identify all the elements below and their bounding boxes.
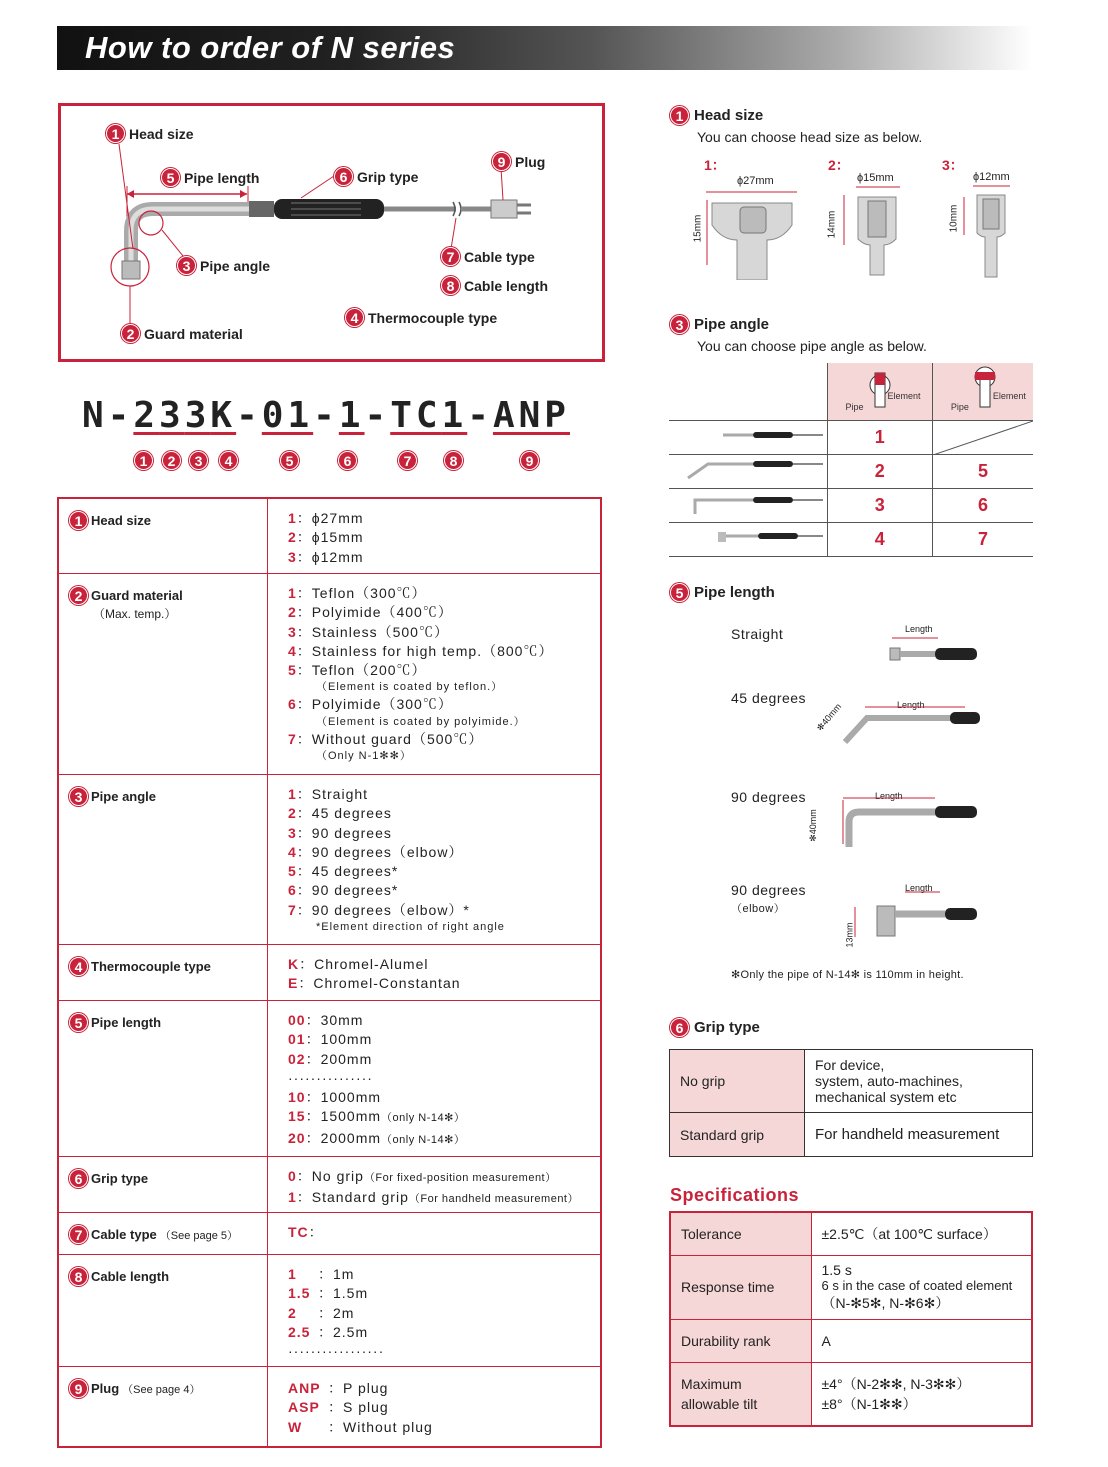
label-pipe-length: 5 Pipe length	[161, 168, 259, 187]
number-badge: 4	[69, 957, 88, 976]
number-badge: 4	[345, 308, 364, 327]
page-title: How to order of N series	[85, 30, 456, 65]
section-head-size: 1 Head size	[670, 106, 763, 125]
number-badge: 3	[670, 315, 689, 334]
table-row: Pipe Element Pipe Element	[669, 363, 1033, 420]
table-row: Maximum allowable tilt ±4°（N-2✻✻, N-3✻✻） ±8°（N-1✻✻）	[670, 1362, 1032, 1426]
head-size-illustrations: 1： 2： 3： ϕ27mm ϕ15mm ϕ12mm 15mm 14mm 10mm	[690, 155, 1040, 280]
code-number-6: 6	[338, 451, 357, 470]
number-badge: 1	[69, 511, 88, 530]
number-badge: 6	[670, 1018, 689, 1037]
45-degrees-label: 45 degrees	[731, 690, 807, 706]
number-badge: 9	[69, 1379, 88, 1398]
number-badge: 2	[121, 324, 140, 343]
code-number-4: 4	[219, 451, 238, 470]
label-grip-type: 6 Grip type	[334, 167, 418, 186]
table-row: 5 Pipe length 00：30mm 01：100mm 02：200mm ··············· 10：1000mm 15：1500mm（only N-14✻） 20：2000mm（only N-14✻）	[59, 1001, 600, 1157]
90-degrees-label: 90 degrees	[731, 789, 807, 805]
section-grip-type: 6 Grip type	[670, 1018, 760, 1037]
table-row: Durability rank A	[670, 1319, 1032, 1362]
specifications-table	[669, 1211, 1033, 1427]
specifications-title: Specifications	[670, 1185, 800, 1205]
table-row: Response time 1.5 s 6 s in the case of coated element （N-✻5✻, N-✻6✻）	[670, 1255, 1032, 1319]
code-number-1: 1	[134, 451, 153, 470]
label-pipe-angle: 3 Pipe angle	[177, 256, 270, 275]
probe-diagram	[58, 103, 605, 362]
label-cable-length: 8 Cable length	[441, 276, 548, 295]
section-subtitle: You can choose pipe angle as below.	[697, 338, 927, 354]
table-row: Standard grip For handheld measurement	[670, 1113, 1033, 1157]
table-row: 3 Pipe angle 1：Straight 2：45 degrees 3：90 degrees 4：90 degrees（elbow） 5：45 degrees* 6：90 degrees* 7：90 degrees（elbow）* *Element direction of right angle	[59, 775, 600, 945]
pipe-length-note: ✻Only the pipe of N-14✻ is 110mm in height.	[731, 969, 964, 981]
order-code: N-233K-01-1-TC1-ANP	[82, 395, 570, 436]
number-badge: 3	[177, 256, 196, 275]
pipe-length-illustrations: Length Length Length Length ✻40mm ✻40mm 13mm	[805, 622, 985, 952]
table-row: No grip For device, system, auto-machines, mechanical system etc	[670, 1050, 1033, 1113]
table-row: 7 Cable type （See page 5） TC：	[59, 1213, 600, 1255]
table-row: 1	[669, 420, 1033, 454]
label-guard-material: 2 Guard material	[121, 324, 243, 343]
number-badge: 8	[441, 276, 460, 295]
table-row: 9 Plug （See page 4） ANP ：P plug ASP ：S plug W ：Without plug	[59, 1367, 600, 1446]
pipe-length-drawing	[805, 622, 985, 952]
number-badge: 5	[69, 1013, 88, 1032]
code-number-3: 3	[189, 451, 208, 470]
number-badge: 7	[69, 1225, 88, 1244]
pipe-angle-table	[669, 363, 1033, 557]
straight-label: Straight	[731, 626, 784, 642]
number-badge: 5	[161, 168, 180, 187]
elbow-sublabel: （elbow）	[731, 903, 786, 915]
table-row: 1 Head size 1：ϕ27mm 2：ϕ15mm 3：ϕ12mm	[59, 499, 600, 574]
table-row: 2 Guard material （Max. temp.） 1：Teflon（300℃） 2：Polyimide（400℃） 3：Stainless（500℃） 4：Stainless for high temp.（800℃） 5：Teflon（200℃） （Element is coated by teflon.） 6：Polyimide（300℃） （Element is coated by polyimide.） 7：Without guard（500℃） （Only N-1✻✻）	[59, 574, 600, 775]
number-badge: 7	[441, 247, 460, 266]
label-cable-type: 7 Cable type	[441, 247, 535, 266]
number-badge: 6	[69, 1169, 88, 1188]
table-row: 4 Thermocouple type K：Chromel-Alumel E：Chromel-Constantan	[59, 945, 600, 1001]
table-row: 4 7	[669, 522, 1033, 556]
table-row: 6 Grip type 0：No grip（For fixed-position measurement） 1：Standard grip（For handheld measurement）	[59, 1157, 600, 1213]
number-badge: 1	[670, 106, 689, 125]
probe-illustration	[61, 106, 602, 359]
order-options-table	[57, 497, 602, 1448]
number-badge: 1	[106, 124, 125, 143]
number-badge: 9	[492, 152, 511, 171]
number-badge: 2	[69, 586, 88, 605]
code-number-2: 2	[162, 451, 181, 470]
number-badge: 5	[670, 583, 689, 602]
code-number-8: 8	[444, 451, 463, 470]
code-number-5: 5	[280, 451, 299, 470]
number-badge: 8	[69, 1267, 88, 1286]
table-row: 8 Cable length 1 ：1m 1.5 ：1.5m 2 ：2m 2.5 ：2.5m ·················	[59, 1255, 600, 1367]
90-degrees-elbow-label: 90 degrees	[731, 882, 807, 898]
label-thermocouple-type: 4 Thermocouple type	[345, 308, 497, 327]
table-row: Tolerance ±2.5℃（at 100℃ surface）	[670, 1212, 1032, 1255]
number-badge: 3	[69, 787, 88, 806]
grip-type-table	[669, 1049, 1033, 1157]
title-banner	[57, 26, 1032, 70]
table-row: 2 5	[669, 454, 1033, 488]
code-number-9: 9	[520, 451, 539, 470]
section-subtitle: You can choose head size as below.	[697, 129, 923, 145]
table-row: 3 6	[669, 488, 1033, 522]
head-size-drawing	[690, 155, 1040, 280]
section-pipe-length: 5 Pipe length	[670, 583, 775, 602]
code-number-7: 7	[398, 451, 417, 470]
number-badge: 6	[334, 167, 353, 186]
section-pipe-angle: 3 Pipe angle	[670, 315, 769, 334]
label-plug: 9 Plug	[492, 152, 545, 171]
label-head-size: 1 Head size	[106, 124, 194, 143]
